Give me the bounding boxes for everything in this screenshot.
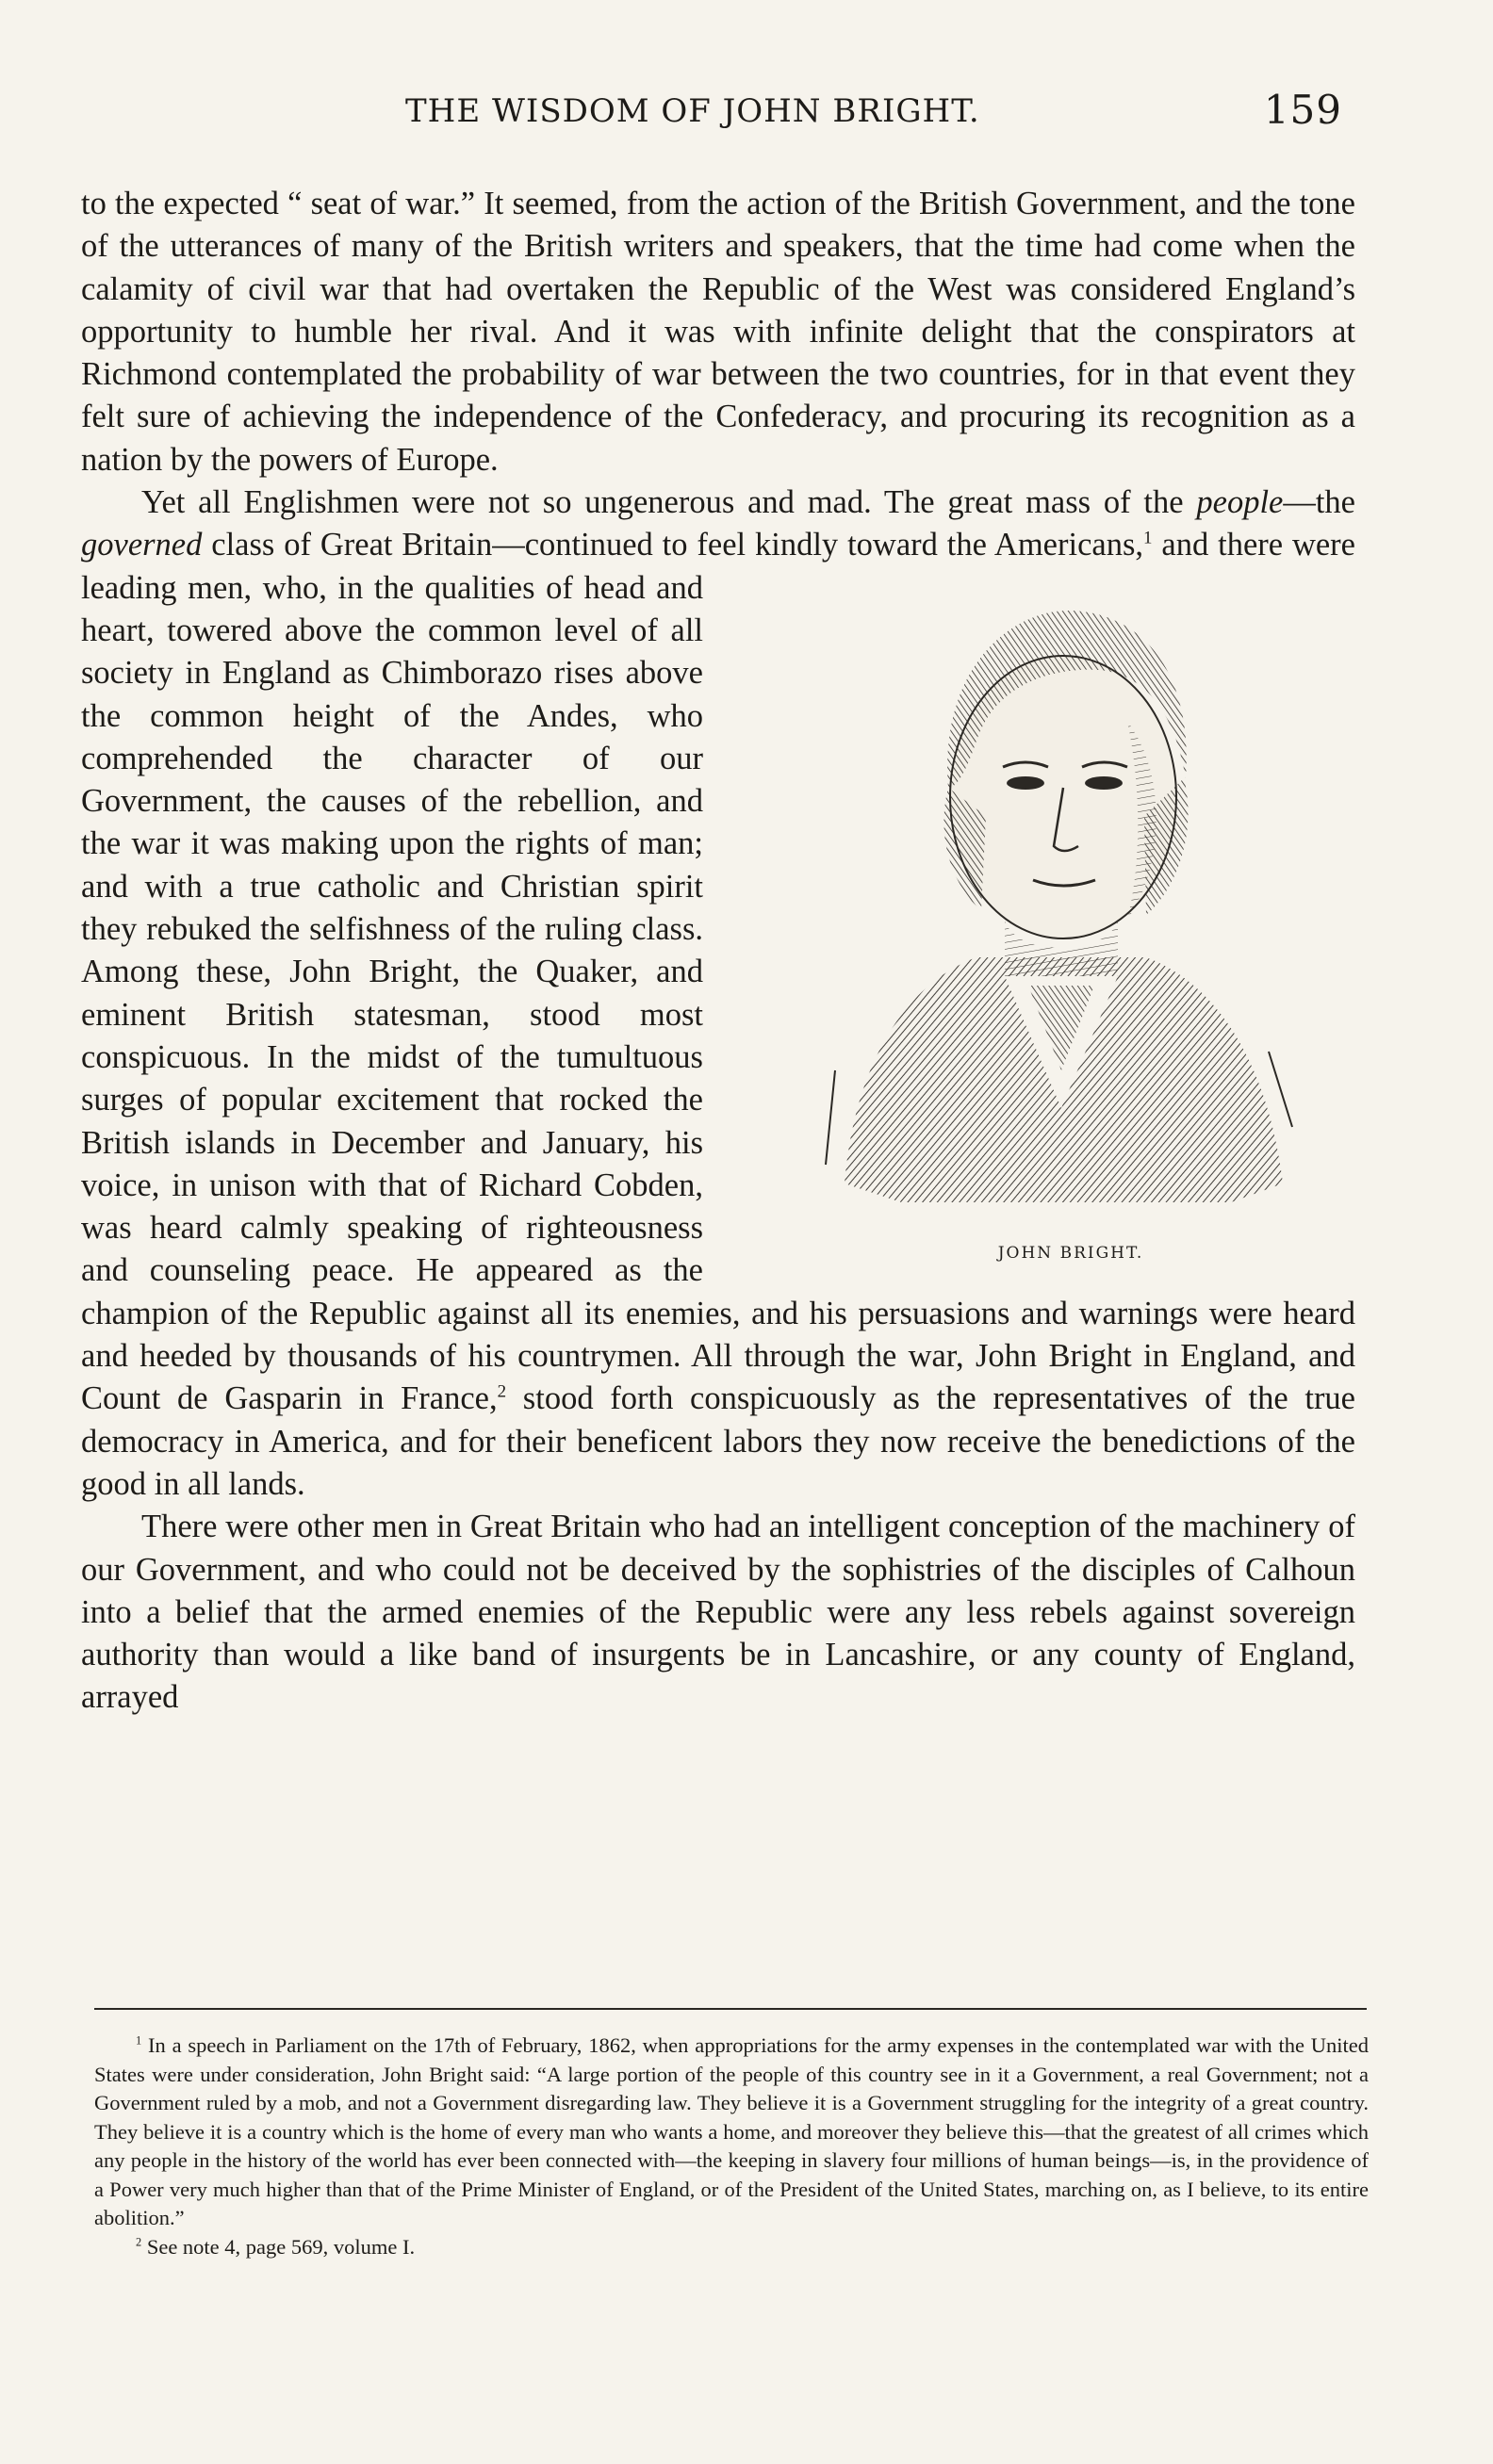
text-run: and there were leading men, who, in the qualities of head and heart, towered above the common level of all society in England as Chimborazo rises above the common height of the Andes, who comprehended the character of our Government, the causes of the rebellion, and the war it was making upon the rights of man; and with a true catholic and Christian spirit they rebuked the selfishness of the ruling class. Among these, John Bright, the Quaker, and eminent British statesman, stood most conspicuous. In the midst of the tumultuous surges of popular excitement that rocked the British islands in December and January, his voice, in unison with that of Richard Cobden, was heard calmly speaking of righteousness and counseling peace. He appeared as the champion of the Republic against all its enemies, and his persuasions and warnings were heard and heeded by thousands of his countrymen. All through the war, John Bright in England, and Count de Gasparin in France,: [81, 527, 1355, 1417]
paragraph-3: There were other men in Great Britain who had an intelligent conception of the machinery of our Government, and who could not be deceived by the sophistries of the disciples of Calhoun into a belief that the armed enemies of the Republic were any less rebels against sovereign authority than would a like band of insurgents be in Lancashire, or any county of England, arrayed: [81, 1509, 1355, 1716]
page-number: 159: [1263, 87, 1342, 133]
figure-caption: JOHN BRIGHT.: [997, 1243, 1144, 1263]
paragraph-2: [81, 481, 1355, 1506]
portrait-figure: [726, 567, 1355, 1271]
footnote-ref-1: 1: [1143, 528, 1153, 548]
running-title: THE WISDOM OF JOHN BRIGHT.: [405, 92, 980, 130]
engraved-portrait-icon: [816, 580, 1306, 1231]
italic-word: governed: [81, 527, 203, 563]
text-run: class of Great Britain—continued to feel kindly toward the Americans,: [202, 527, 1143, 563]
footnote-2: [94, 2233, 1369, 2262]
footnote-marker-1: 1: [136, 2033, 142, 2048]
footnote-1-text: In a speech in Parliament on the 17th of February, 1862, when appropriations for the army expenses in the contemplated war with the United States were under consideration, John Bright said: “A large portion of the people of this country see in it a Government, a real Government; not a Government ruled by a mob, and not a Government disregarding law. They believe it is a Government struggling for the integrity of a great country. They believe it is a country which is the home of every man who wants a home, and moreover they believe this—that the greatest of all crimes which any people in the history of the world has ever been connected with—the keeping in slavery four millions of human beings—is, in the providence of a Power very much higher than that of the Prime Minister of England, or of the President of the United States, marching on, as I believe, to its entire abolition.”: [94, 2033, 1370, 2229]
footnote-divider: [94, 2008, 1367, 2010]
text-run: Yet all Englishmen were not so ungenerous and mad. The great mass of the: [141, 484, 1197, 521]
text-run: —the: [1283, 484, 1355, 521]
italic-word: people: [1196, 484, 1284, 521]
footnotes: [94, 2032, 1369, 2261]
main-text: [81, 183, 1355, 1720]
footnote-marker-2: 2: [136, 2235, 142, 2248]
paragraph-1: to the expected “ seat of war.” It seemed, from the action of the British Government, and the tone of the utterances of many of the British writers and speakers, that the time had come when the calamity of civil war that had overtaken the Republic of the West was considered England’s opportunity to humble her rival. And it was with infinite delight that the conspirators at Richmond contemplated the probability of war between the two countries, for in that event they felt sure of achieving the independence of the Confederacy, and procuring its recognition as a nation by the powers of Europe.: [81, 186, 1355, 478]
footnote-2-text: See note 4, page 569, volume I.: [146, 2234, 416, 2259]
footnote-1: [94, 2032, 1369, 2233]
footnote-ref-2: 2: [497, 1381, 507, 1402]
text-run: stood forth conspicuously as the representatives of the true democracy in America, and for their beneficent labors they now receive the benedictions of the good in all lands.: [81, 1380, 1355, 1502]
